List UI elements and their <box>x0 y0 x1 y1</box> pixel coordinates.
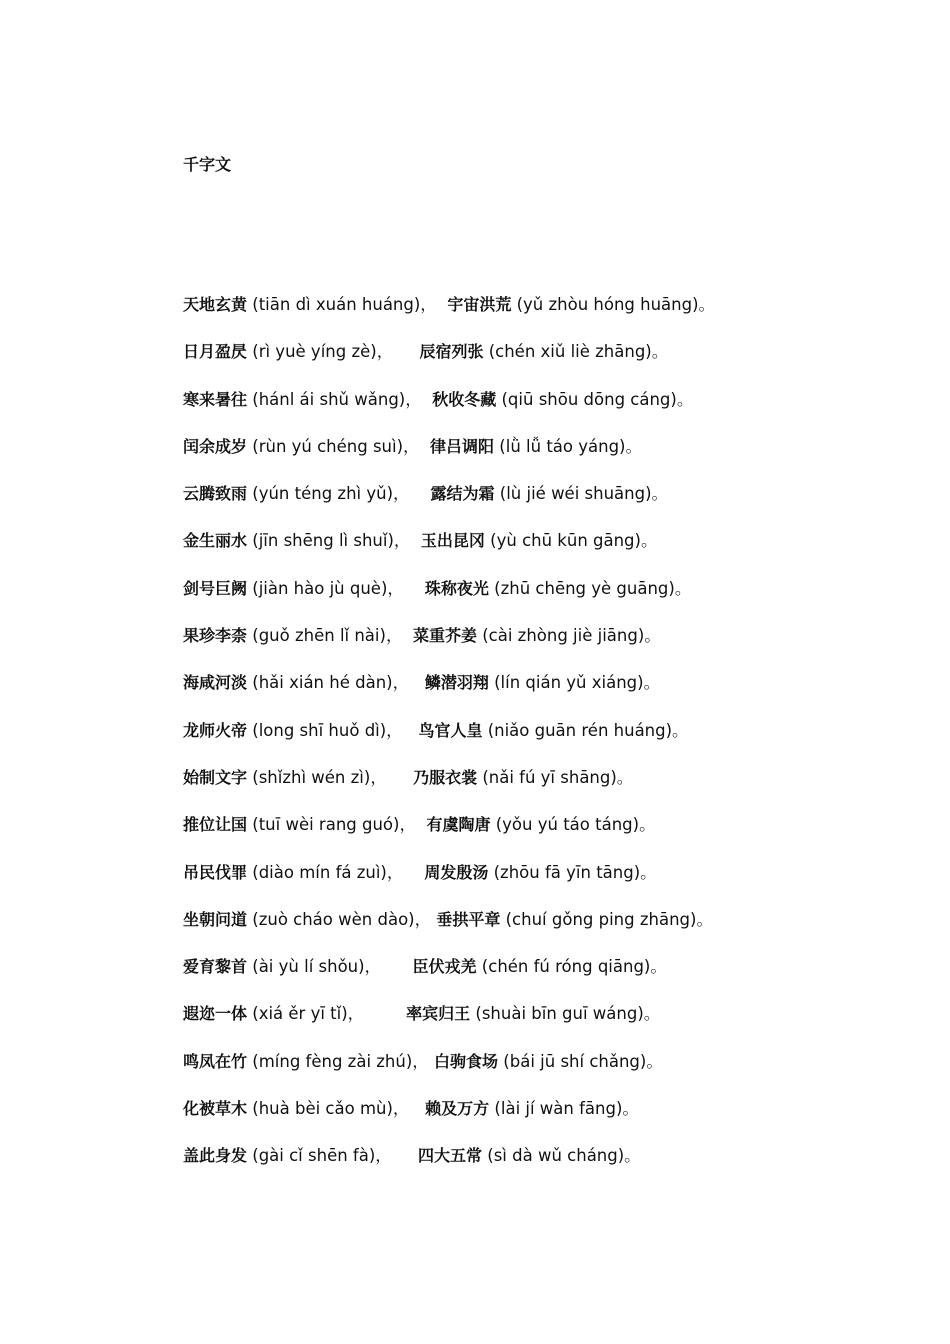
verse-first-pinyin: (xiá ěr yī tǐ)， <box>247 1004 365 1024</box>
verse-line <box>183 1143 923 1190</box>
verse-first-hanzi: 推位让国 <box>183 815 248 835</box>
verse-second-pinyin: (lù jié wéi shuāng)。 <box>494 484 669 504</box>
verse-first-hanzi: 遐迩一体 <box>183 1004 248 1024</box>
verse-first-pinyin: (rì yuè yíng zè)， <box>247 342 394 362</box>
verse-second-hanzi: 垂拱平章 <box>436 909 501 929</box>
verse-first-hanzi: 剑号巨阙 <box>183 578 248 598</box>
verse-first-hanzi: 闰余成岁 <box>183 436 248 456</box>
verse-first-hanzi: 果珍李柰 <box>183 626 248 646</box>
verse-second-pinyin: (lǜ lǚ táo yáng)。 <box>494 436 642 456</box>
verse-second-hanzi: 律吕调阳 <box>430 436 495 456</box>
verse-first-hanzi: 天地玄黄 <box>183 295 248 314</box>
verse-line <box>183 481 923 528</box>
verse-line <box>183 812 923 859</box>
verse-second-hanzi: 鳞潜羽翔 <box>424 673 489 693</box>
verse-first-hanzi: 日月盈昃 <box>183 342 248 362</box>
verse-first-hanzi: 龙师火帝 <box>183 720 248 740</box>
verse-line <box>183 670 923 717</box>
verse-second-hanzi: 有虞陶唐 <box>426 815 491 835</box>
verse-first-hanzi: 寒来暑往 <box>183 389 248 409</box>
verse-first-hanzi: 始制文字 <box>183 767 248 787</box>
verse-second-hanzi: 菜重芥姜 <box>412 626 477 646</box>
verse-gap <box>403 860 424 886</box>
verse-first-pinyin: (hǎi xián hé dàn)， <box>247 673 410 693</box>
verse-second-pinyin: (chén xiǔ liè zhāng)。 <box>483 342 669 362</box>
verse-second-pinyin: (nǎi fú yī shāng)。 <box>477 767 634 787</box>
verse-line <box>183 387 923 434</box>
verse-gap <box>364 1001 406 1027</box>
verse-first-pinyin: (tiān dì xuán huáng)， <box>247 295 437 314</box>
verse-first-hanzi: 盖此身发 <box>183 1146 248 1166</box>
verse-second-hanzi: 珠称夜光 <box>424 578 489 598</box>
verse-second-pinyin: (qiū shōu dōng cáng)。 <box>496 389 694 409</box>
verse-line <box>183 954 923 1001</box>
verse-second-hanzi: 玉出昆冈 <box>420 531 485 551</box>
verse-second-hanzi: 露结为霜 <box>430 484 495 504</box>
verse-gap <box>410 528 421 554</box>
verse-first-pinyin: (guǒ zhēn lǐ nài)， <box>247 626 403 646</box>
verse-second-pinyin: (sì dà wǔ cháng)。 <box>482 1146 641 1166</box>
verse-first-pinyin: (zuò cháo wèn dào)， <box>247 909 432 929</box>
verse-list <box>183 292 923 1191</box>
verse-gap <box>409 1096 425 1122</box>
verse-line <box>183 339 923 386</box>
verse-gap <box>402 623 413 649</box>
verse-second-pinyin: (cài zhòng jiè jiāng)。 <box>476 626 661 646</box>
verse-first-pinyin: (yún téng zhì yǔ)， <box>247 484 410 504</box>
verse-first-pinyin: (jiàn hào jù què)， <box>247 578 404 598</box>
verse-gap <box>437 292 448 318</box>
verse-gap <box>393 339 419 365</box>
verse-first-pinyin: (long shī huǒ dì)， <box>247 720 403 740</box>
verse-line <box>183 576 923 623</box>
verse-line <box>183 1049 923 1096</box>
verse-first-pinyin: (gài cǐ shēn fà)， <box>247 1146 392 1166</box>
verse-second-pinyin: (yǒu yú táo táng)。 <box>490 815 656 835</box>
verse-second-pinyin: (yǔ zhòu hóng huāng)。 <box>511 295 716 314</box>
verse-second-hanzi: 周发殷汤 <box>424 862 489 882</box>
verse-first-pinyin: (míng fèng zài zhú)， <box>247 1051 429 1071</box>
verse-second-pinyin: (niǎo guān rén huáng)。 <box>482 720 689 740</box>
verse-second-hanzi: 赖及万方 <box>425 1099 490 1119</box>
verse-line <box>183 528 923 575</box>
verse-second-hanzi: 宇宙洪荒 <box>447 295 512 314</box>
verse-second-hanzi: 鸟官人皇 <box>418 720 483 740</box>
verse-gap <box>410 481 431 507</box>
verse-gap <box>392 1143 418 1169</box>
verse-first-hanzi: 化被草木 <box>183 1099 248 1119</box>
verse-first-pinyin: (shǐzhì wén zì)， <box>247 767 387 787</box>
verse-line <box>183 1001 923 1048</box>
verse-second-pinyin: (zhōu fā yīn tāng)。 <box>488 862 657 882</box>
verse-gap <box>409 670 425 696</box>
verse-line <box>183 292 923 339</box>
verse-gap <box>422 387 433 413</box>
verse-second-pinyin: (zhū chēng yè guāng)。 <box>488 578 692 598</box>
verse-second-hanzi: 辰宿列张 <box>419 342 484 362</box>
verse-second-hanzi: 秋收冬藏 <box>432 389 497 409</box>
verse-second-hanzi: 臣伏戎羌 <box>412 957 477 977</box>
verse-gap <box>416 812 427 838</box>
verse-line <box>183 907 923 954</box>
verse-second-hanzi: 白驹食场 <box>434 1051 499 1071</box>
verse-first-pinyin: (jīn shēng lì shuǐ)， <box>247 531 411 551</box>
document-title: 千字文 <box>183 155 232 174</box>
verse-first-hanzi: 鸣凤在竹 <box>183 1051 248 1071</box>
verse-line <box>183 860 923 907</box>
verse-second-pinyin: (lài jí wàn fāng)。 <box>489 1099 639 1119</box>
verse-first-pinyin: (tuī wèi rang guó)， <box>247 815 416 835</box>
verse-gap <box>381 954 412 980</box>
verse-line <box>183 765 923 812</box>
verse-second-hanzi: 率宾归王 <box>406 1004 471 1024</box>
verse-line <box>183 718 923 765</box>
verse-first-hanzi: 吊民伐罪 <box>183 862 248 882</box>
verse-first-hanzi: 爱育黎首 <box>183 957 248 977</box>
verse-line <box>183 434 923 481</box>
verse-first-hanzi: 坐朝问道 <box>183 909 248 929</box>
verse-first-pinyin: (huà bèi cǎo mù)， <box>247 1099 410 1119</box>
verse-second-pinyin: (lín qián yǔ xiáng)。 <box>488 673 661 693</box>
verse-first-pinyin: (diào mín fá zuì)， <box>247 862 404 882</box>
verse-line <box>183 1096 923 1143</box>
verse-first-pinyin: (rùn yú chéng suì)， <box>247 436 420 456</box>
verse-second-pinyin: (chén fú róng qiāng)。 <box>476 957 667 977</box>
verse-first-pinyin: (ài yù lí shǒu)， <box>247 957 382 977</box>
verse-gap <box>420 434 431 460</box>
verse-gap <box>387 765 413 791</box>
verse-first-hanzi: 海咸河淡 <box>183 673 248 693</box>
verse-gap <box>403 718 419 744</box>
verse-second-pinyin: (bái jū shí chǎng)。 <box>498 1051 663 1071</box>
verse-second-pinyin: (shuài bīn guī wáng)。 <box>470 1004 661 1024</box>
verse-line <box>183 623 923 670</box>
verse-second-pinyin: (yù chū kūn gāng)。 <box>484 531 658 551</box>
verse-first-pinyin: (hánl ái shǔ wǎng)， <box>247 389 422 409</box>
verse-second-hanzi: 四大五常 <box>418 1146 483 1166</box>
verse-gap <box>404 576 425 602</box>
verse-first-hanzi: 金生丽水 <box>183 531 248 551</box>
verse-second-pinyin: (chuí gǒng ping zhāng)。 <box>500 909 713 929</box>
verse-second-hanzi: 乃服衣裳 <box>413 767 478 787</box>
verse-first-hanzi: 云腾致雨 <box>183 484 248 504</box>
